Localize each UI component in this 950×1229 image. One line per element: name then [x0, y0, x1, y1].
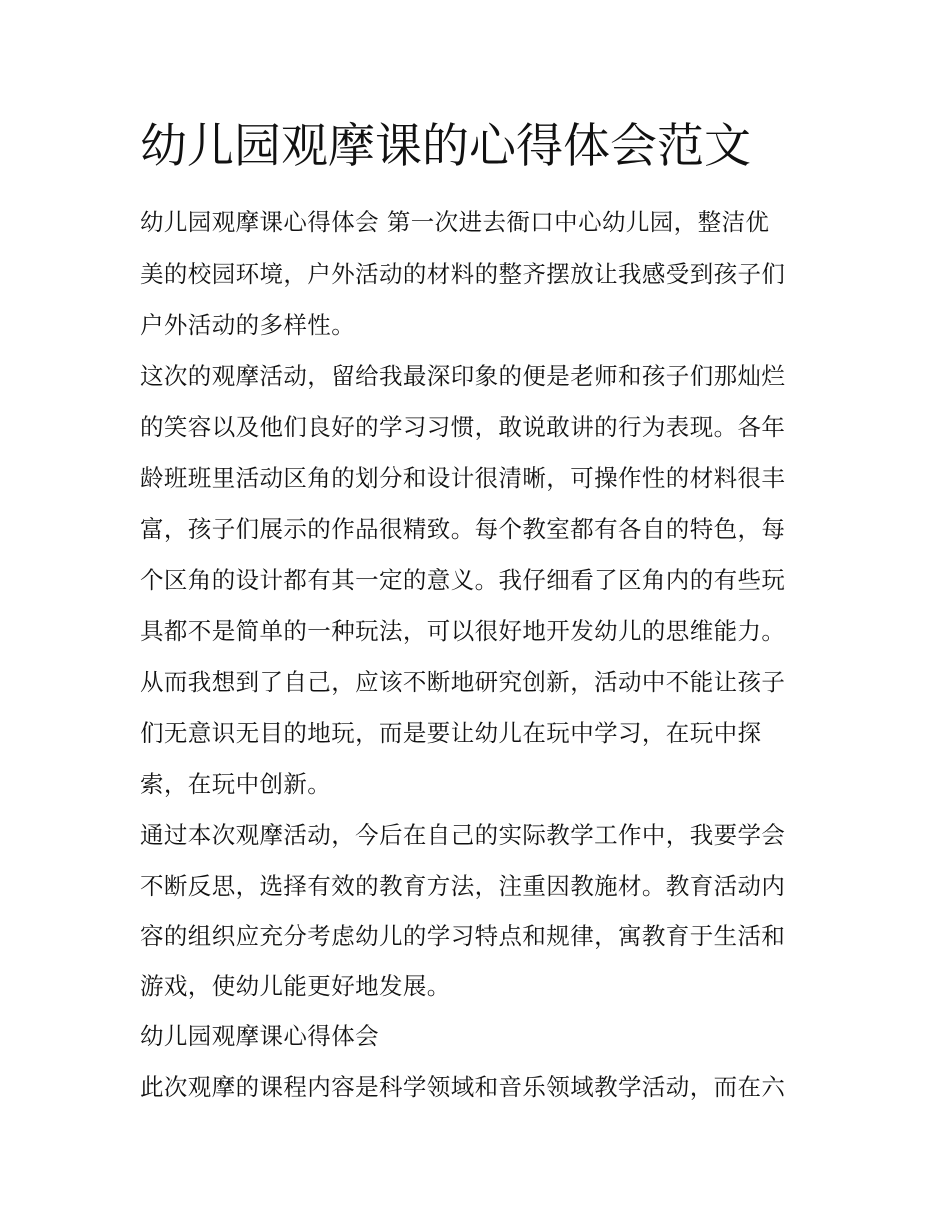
body-line: 这次的观摩活动，留给我最深印象的便是老师和孩子们那灿烂 — [140, 362, 786, 390]
body-line: 们无意识无目的地玩，而是要让幼儿在玩中学习，在玩中探 — [140, 719, 762, 747]
body-line: 龄班班里活动区角的划分和设计很清晰，可操作性的材料很丰 — [140, 464, 786, 492]
body-line: 具都不是简单的一种玩法，可以很好地开发幼儿的思维能力。 — [140, 617, 786, 645]
body-line: 从而我想到了自己，应该不断地研究创新，活动中不能让孩子 — [140, 668, 786, 696]
body-line: 通过本次观摩活动，今后在自己的实际教学工作中，我要学会 — [140, 821, 786, 849]
body-line: 幼儿园观摩课心得体会 第一次进去衙口中心幼儿园，整洁优 — [140, 208, 770, 236]
body-line: 容的组织应充分考虑幼儿的学习特点和规律，寓教育于生活和 — [140, 922, 786, 950]
body-line: 美的校园环境，户外活动的材料的整齐摆放让我感受到孩子们 — [140, 260, 786, 288]
document-title: 幼儿园观摩课的心得体会范文 — [140, 119, 751, 174]
body-line: 索，在玩中创新。 — [140, 770, 332, 798]
body-line: 富，孩子们展示的作品很精致。每个教室都有各自的特色，每 — [140, 515, 786, 543]
body-line: 不断反思，选择有效的教育方法，注重因教施材。教育活动内 — [140, 872, 786, 900]
body-line: 此次观摩的课程内容是科学领域和音乐领域教学活动，而在六 — [140, 1073, 786, 1101]
body-line: 户外活动的多样性。 — [140, 311, 356, 339]
body-line: 的笑容以及他们良好的学习习惯，敢说敢讲的行为表现。各年 — [140, 413, 786, 441]
body-line: 游戏，使幼儿能更好地发展。 — [140, 972, 451, 1000]
section-heading: 幼儿园观摩课心得体会 — [140, 1022, 379, 1050]
body-line: 个区角的设计都有其一定的意义。我仔细看了区角内的有些玩 — [140, 566, 786, 594]
